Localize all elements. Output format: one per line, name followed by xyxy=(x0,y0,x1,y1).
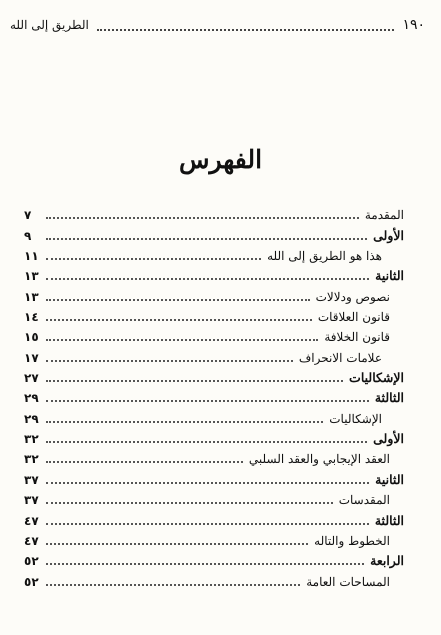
dot-leader xyxy=(46,400,369,402)
toc-entry-page-number: ١٤ xyxy=(24,310,39,325)
toc-entry[interactable] xyxy=(24,223,404,243)
dot-leader xyxy=(46,380,343,382)
dot-leader xyxy=(46,278,369,280)
toc-entry-label: الثانية xyxy=(375,471,404,487)
toc-entry-page-number: ٣٧ xyxy=(24,493,39,508)
toc-entry-label: الإشكاليات xyxy=(349,370,404,386)
toc-entry[interactable] xyxy=(24,325,404,345)
toc-entry-label: الثالثة xyxy=(374,390,404,406)
toc-entry[interactable] xyxy=(24,284,404,304)
dot-leader xyxy=(46,584,300,586)
toc-entry-label: المقدمة xyxy=(364,208,404,223)
dot-leader xyxy=(46,482,369,484)
toc-entry-page-number: ٢٧ xyxy=(24,371,39,386)
toc-entry[interactable] xyxy=(24,549,404,569)
toc-entry-label: الثانية xyxy=(375,268,404,284)
toc-entry[interactable] xyxy=(24,447,404,467)
toc-entry-page-number: ٧ xyxy=(24,208,32,223)
toc-entry-page-number: ٤٧ xyxy=(24,513,39,528)
dot-leader xyxy=(46,502,333,504)
page-title: الفهرس xyxy=(178,145,263,174)
toc-entry-page-number: ١٣ xyxy=(24,289,39,304)
toc-entry-label: علامات الانحراف xyxy=(298,350,382,365)
dot-leader xyxy=(46,299,310,301)
book-title: الطريق إلى الله xyxy=(10,18,89,32)
toc-entry-page-number: ٢٩ xyxy=(24,391,39,406)
toc-entry[interactable] xyxy=(24,244,404,264)
toc-entry[interactable] xyxy=(24,467,404,487)
toc-entry-label: هذا هو الطريق إلى الله xyxy=(267,249,382,264)
toc-entry-label: العقد الإيجابي والعقد السلبي xyxy=(248,452,390,467)
toc-entry[interactable] xyxy=(24,427,404,447)
dot-leader xyxy=(46,360,293,362)
toc-entry-label: الأولى xyxy=(373,227,404,243)
toc-entry-page-number: ٣٢ xyxy=(24,432,39,447)
toc-entry[interactable] xyxy=(24,569,404,589)
toc-entry[interactable] xyxy=(24,305,404,325)
header-dot-leader xyxy=(97,20,395,31)
toc-entry-label: الثالثة xyxy=(374,512,404,528)
toc-entry-label: الخطوط والتاله xyxy=(314,533,390,548)
toc-entry[interactable] xyxy=(24,264,404,284)
toc-entry-label: نصوص ودلالات xyxy=(315,289,390,304)
dot-leader xyxy=(46,258,261,260)
dot-leader xyxy=(46,217,359,219)
toc-entry-label: الرابعة xyxy=(370,553,404,569)
toc-entry-page-number: ٤٧ xyxy=(24,533,39,548)
toc-entry-page-number: ٣٧ xyxy=(24,472,39,487)
dot-leader xyxy=(46,339,318,341)
toc-entry-page-number: ٩ xyxy=(24,228,32,243)
toc-entry-label: قانون العلاقات xyxy=(317,310,390,325)
toc-entry-page-number: ١١ xyxy=(24,249,39,264)
dot-leader xyxy=(46,461,243,463)
toc-entry[interactable] xyxy=(24,345,404,365)
toc-entry-page-number: ٢٩ xyxy=(24,411,39,426)
dot-leader xyxy=(46,319,312,321)
page-number: ١٩٠ xyxy=(402,17,425,33)
toc-entry[interactable] xyxy=(24,529,404,549)
toc-entry[interactable] xyxy=(24,203,404,223)
toc-entry-label: الأولى xyxy=(373,431,404,447)
running-header xyxy=(10,16,425,34)
toc-entry-label: المقدسات xyxy=(338,493,390,508)
toc-entry-page-number: ٥٢ xyxy=(24,554,39,569)
dot-leader xyxy=(46,441,367,443)
toc-entry-label: قانون الخلافة xyxy=(324,330,390,345)
table-of-contents xyxy=(24,203,404,590)
toc-entry[interactable] xyxy=(24,488,404,508)
toc-entry-page-number: ١٣ xyxy=(24,269,39,284)
toc-entry-page-number: ٣٢ xyxy=(24,452,39,467)
dot-leader xyxy=(46,523,369,525)
toc-entry-page-number: ١٧ xyxy=(24,350,39,365)
toc-entry[interactable] xyxy=(24,366,404,386)
dot-leader xyxy=(46,421,323,423)
toc-entry-label: الإشكاليات xyxy=(329,411,382,426)
toc-entry-page-number: ٥٢ xyxy=(24,574,39,589)
dot-leader xyxy=(46,238,367,240)
toc-entry[interactable] xyxy=(24,508,404,528)
toc-entry[interactable] xyxy=(24,386,404,406)
dot-leader xyxy=(46,563,364,565)
dot-leader xyxy=(46,543,308,545)
toc-entry-page-number: ١٥ xyxy=(24,330,39,345)
toc-entry-label: المساحات العامة xyxy=(306,574,390,589)
toc-entry[interactable] xyxy=(24,406,404,426)
